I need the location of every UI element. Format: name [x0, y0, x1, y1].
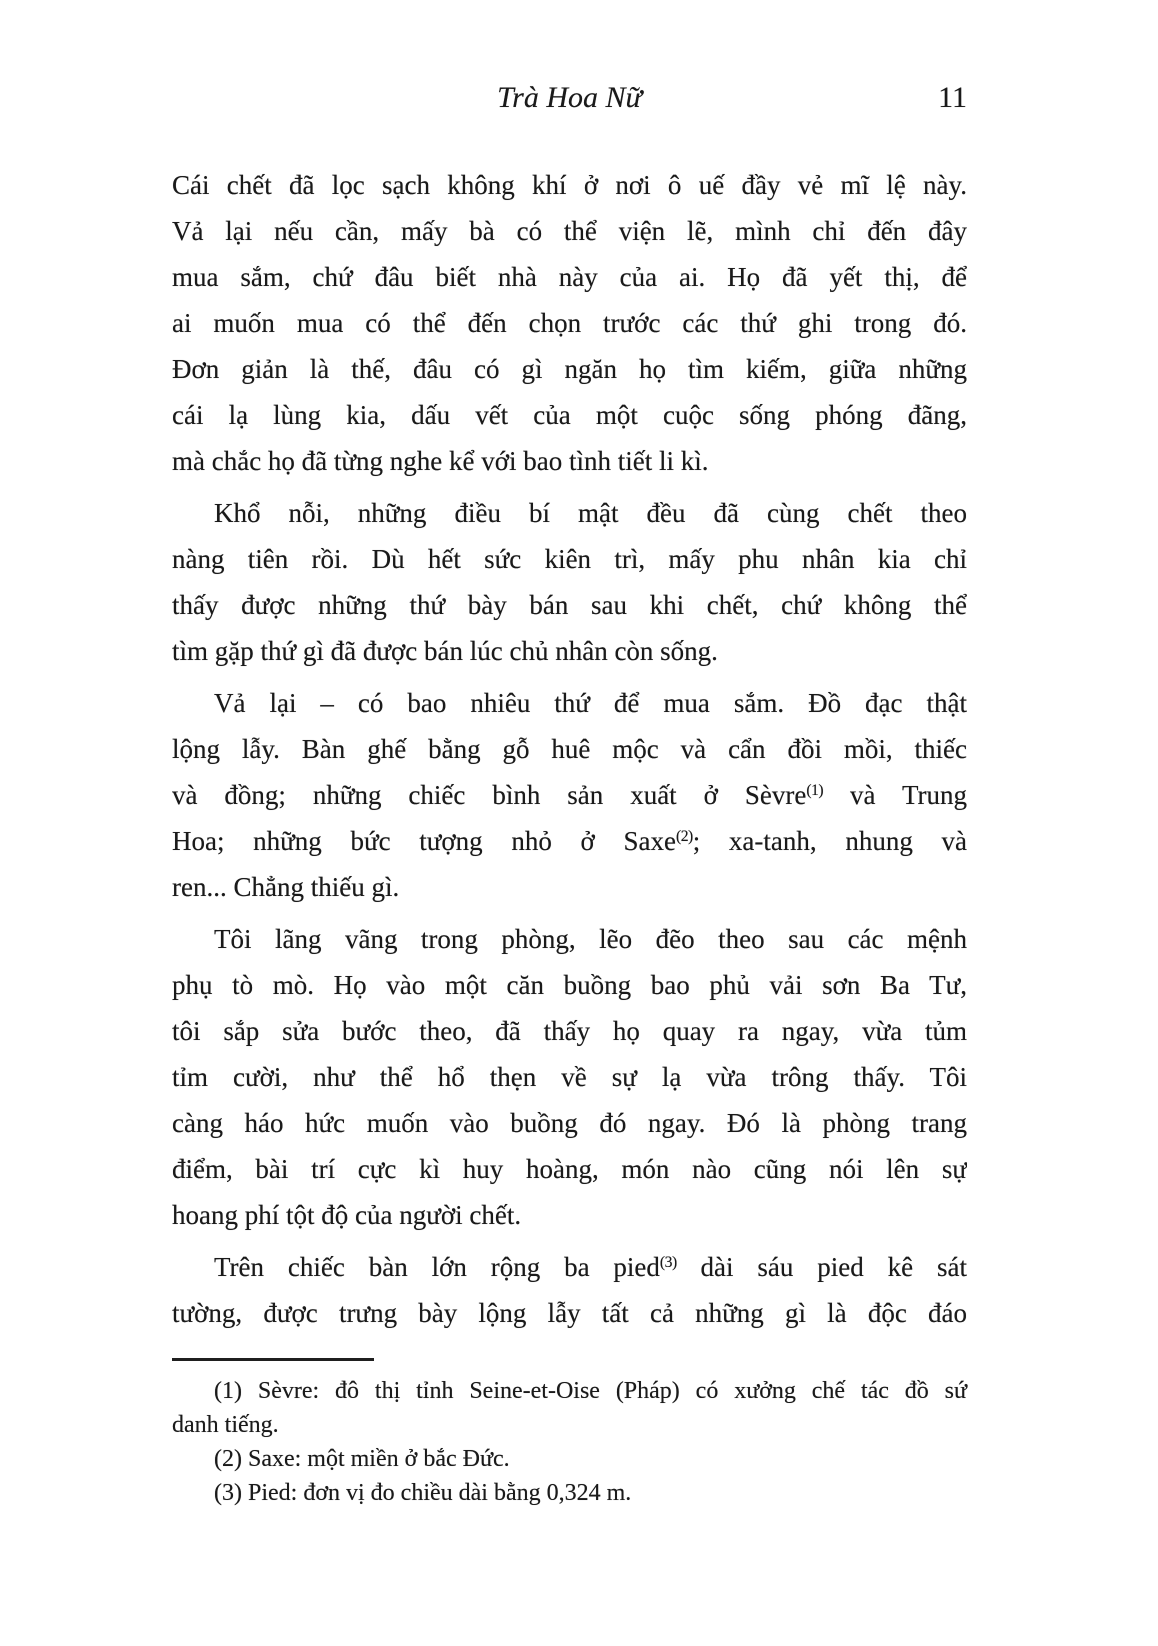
- footnote-line: (2) Saxe: một miền ở bắc Đức.: [214, 1446, 510, 1472]
- text-line: mua sắm, chứ đâu biết nhà này của ai. Họ đã yết thị, để: [172, 262, 967, 292]
- text-line: hoang phí tột độ của người chết.: [172, 1200, 522, 1230]
- footnotes: [172, 1358, 967, 1510]
- running-header: [172, 80, 967, 120]
- paragraph: [172, 1244, 967, 1336]
- text-line: nàng tiên rồi. Dù hết sức kiên trì, mấy phu nhân kia chỉ: [172, 544, 967, 574]
- text-line: Hoa; những bức tượng nhỏ ở Saxe$^{(2)}$; xa-tanh, nhung và: [172, 826, 967, 856]
- text-line: Tôi lãng vãng trong phòng, lẽo đẽo theo sau các mệnh: [214, 924, 967, 954]
- footnote-line: (3) Pied: đơn vị đo chiều dài bằng 0,324 m.: [214, 1480, 632, 1506]
- text-line: tôi sắp sửa bước theo, đã thấy họ quay ra ngay, vừa tủm: [172, 1016, 967, 1046]
- footnote-ref: (2): [675, 828, 693, 845]
- footnote-rule: [172, 1358, 374, 1361]
- text-line: Khổ nỗi, những điều bí mật đều đã cùng chết theo: [214, 498, 967, 528]
- text-line: Vả lại nếu cần, mấy bà có thể viện lẽ, mình chỉ đến đây: [172, 216, 967, 246]
- text-line: ai muốn mua có thể đến chọn trước các thứ ghi trong đó.: [172, 308, 967, 338]
- paragraph: [172, 162, 967, 484]
- text-line: thấy được những thứ bày bán sau khi chết, chứ không thể: [172, 590, 967, 620]
- text-line: tỉm cười, như thể hổ thẹn về sự lạ vừa trông thấy. Tôi: [172, 1062, 967, 1092]
- text-line: tìm gặp thứ gì đã được bán lúc chủ nhân còn sống.: [172, 636, 718, 666]
- text-line: mà chắc họ đã từng nghe kể với bao tình tiết li kì.: [172, 446, 709, 476]
- text-line: Vả lại – có bao nhiêu thứ để mua sắm. Đồ đạc thật: [214, 688, 967, 718]
- text-line: tường, được trưng bày lộng lẫy tất cả những gì là độc đáo: [172, 1298, 967, 1328]
- footnote: [172, 1374, 967, 1442]
- running-title: Trà Hoa Nữ: [497, 81, 642, 114]
- text-line: và đồng; những chiếc bình sản xuất ở Sèvre$^{(1)}$ và Trung: [172, 780, 967, 810]
- text-line: Đơn giản là thế, đâu có gì ngăn họ tìm kiếm, giữa những: [172, 354, 967, 384]
- text-line: điểm, bài trí cực kì huy hoàng, món nào cũng nói lên sự: [172, 1154, 967, 1184]
- text-line: càng háo hức muốn vào buồng đó ngay. Đó là phòng trang: [172, 1108, 967, 1138]
- footnote: [172, 1476, 967, 1510]
- page-number: 11: [938, 81, 967, 114]
- paragraph: [172, 916, 967, 1238]
- paragraph: [172, 490, 967, 674]
- footnote-line: (1) Sèvre: đô thị tỉnh Seine-et-Oise (Pháp) có xưởng chế tác đồ sứ: [214, 1378, 967, 1404]
- paragraph: [172, 680, 967, 910]
- text-line: ren... Chẳng thiếu gì.: [172, 872, 400, 902]
- text-line: phụ tò mò. Họ vào một căn buồng bao phủ vải sơn Ba Tư,: [172, 970, 967, 1000]
- footnote: [172, 1442, 967, 1476]
- text-line: Cái chết đã lọc sạch không khí ở nơi ô uế đầy vẻ mĩ lệ này.: [172, 170, 967, 200]
- text-line: cái lạ lùng kia, dấu vết của một cuộc sống phóng đãng,: [172, 400, 967, 430]
- text-line: lộng lẫy. Bàn ghế bằng gỗ huê mộc và cẩn đồi mồi, thiếc: [172, 734, 967, 764]
- page-body: [172, 162, 967, 1336]
- footnote-line: danh tiếng.: [172, 1412, 279, 1438]
- footnote-ref: (1): [806, 782, 824, 799]
- text-line: Trên chiếc bàn lớn rộng ba pied$^{(3)}$ dài sáu pied kê sát: [214, 1252, 967, 1282]
- footnote-ref: (3): [659, 1254, 677, 1271]
